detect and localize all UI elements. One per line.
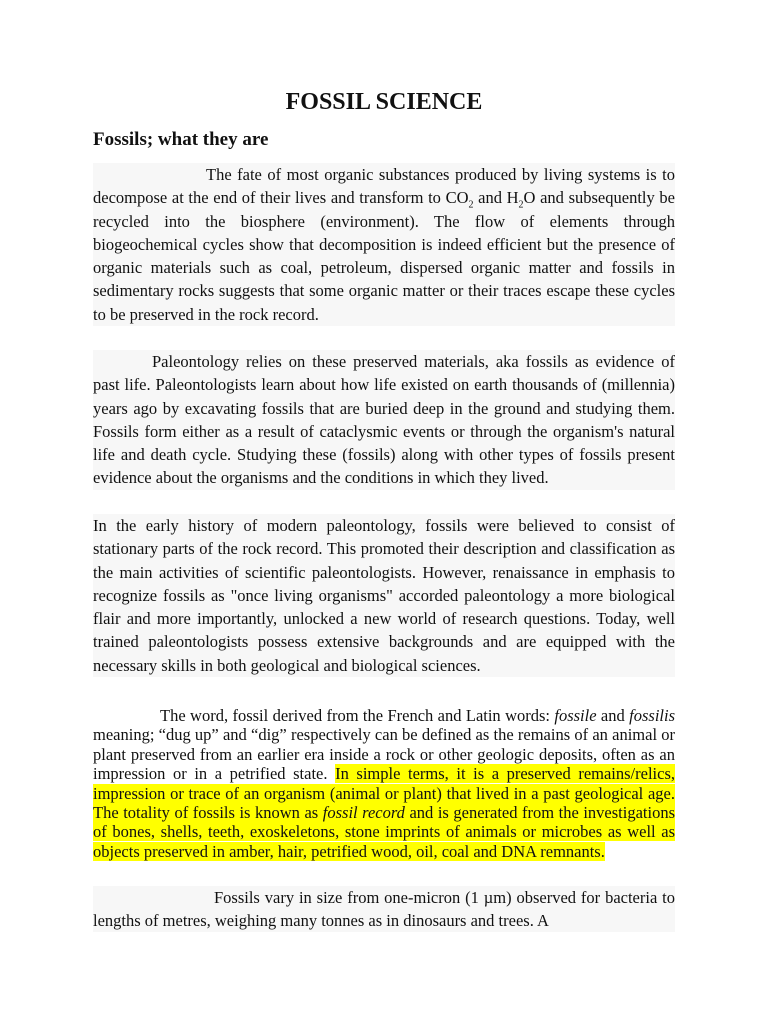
paragraph-2 bbox=[93, 350, 675, 490]
paragraph-3-text: In the early history of modern paleontology, fossils were believed to consist of stationary parts of the rock record. This promoted their description and classification as the main activities of scientific paleontologists. However, renaissance in emphasis to recognize fossils as "once living organisms" accorded paleontology a more biological flair and more importantly, unlocked a new world of research questions. Today, well trained paleontologists possess extensive backgrounds and are equipped with the necessary skills in both geological and biological sciences. bbox=[93, 516, 675, 675]
paragraph-5-text: Fossils vary in size from one-micron (1 µm) observed for bacteria to lengths of metres, weighing many tonnes as in dinosaurs and trees. A bbox=[93, 888, 675, 930]
term-fossil-record: fossil record bbox=[322, 803, 405, 823]
paragraph-3 bbox=[93, 514, 675, 677]
paragraph-5 bbox=[93, 886, 675, 932]
highlighted-definition: In simple terms, it is a preserved remains/relics, impression or trace of an organism (animal or plant) that lived in a past geological age. The totality of fossils is known as bbox=[93, 764, 675, 823]
paragraph-1 bbox=[93, 163, 675, 326]
document-title: FOSSIL SCIENCE bbox=[285, 89, 483, 115]
co2-subscript: 2 bbox=[468, 199, 474, 211]
term-fossilis: fossilis bbox=[629, 706, 675, 725]
paragraph-1-text-b: and H bbox=[473, 188, 519, 208]
highlighted-definition-end: and is generated from the investigations of bones, shells, teeth, exoskeletons, stone imprints of animals or microbes as well as objects preserved in amber, hair, petrified wood, oil, coal and DNA remnants. bbox=[93, 803, 675, 861]
paragraph-2-text: Paleontology relies on these preserved materials, aka fossils as evidence of past life. Paleontologists learn about how life existed on earth thousands of (millennia) years ago by excavating fossils that are buried deep in the ground and studying them. Fossils form either as a result of cataclysmic events or through the organism's natural life and death cycle. Studying these (fossils) along with other types of fossils present evidence about the organisms and the conditions in which they lived. bbox=[93, 352, 675, 488]
paragraph-1-text-c: O and subsequently be recycled into the biosphere (environment). The flow of elements through biogeochemical cycles show that decomposition is indeed efficient but the presence of organic materials such as coal, petroleum, dispersed organic matter and fossils in sedimentary rocks suggests that some organic matter or their traces escape these cycles to be preserved in the rock record. bbox=[93, 188, 675, 324]
term-fossile: fossile bbox=[554, 706, 597, 725]
paragraph-4-text-b: and bbox=[596, 706, 630, 725]
paragraph-4-text-c: meaning; “dug up” and “dig” respectively can be defined as the remains of an animal or plant preserved from an earlier era inside a rock or other geologic deposits, often as an impression or in a petrified state. bbox=[93, 725, 675, 784]
paragraph-4-text-a: The word, fossil derived from the French and Latin words: bbox=[160, 706, 555, 725]
paragraph-4 bbox=[93, 706, 675, 861]
h2o-subscript: 2 bbox=[518, 199, 524, 211]
section-heading: Fossils; what they are bbox=[93, 129, 269, 150]
paragraph-1-text-a: The fate of most organic substances produced by living systems is to decompose at the end of their lives and transform to CO bbox=[93, 165, 675, 208]
